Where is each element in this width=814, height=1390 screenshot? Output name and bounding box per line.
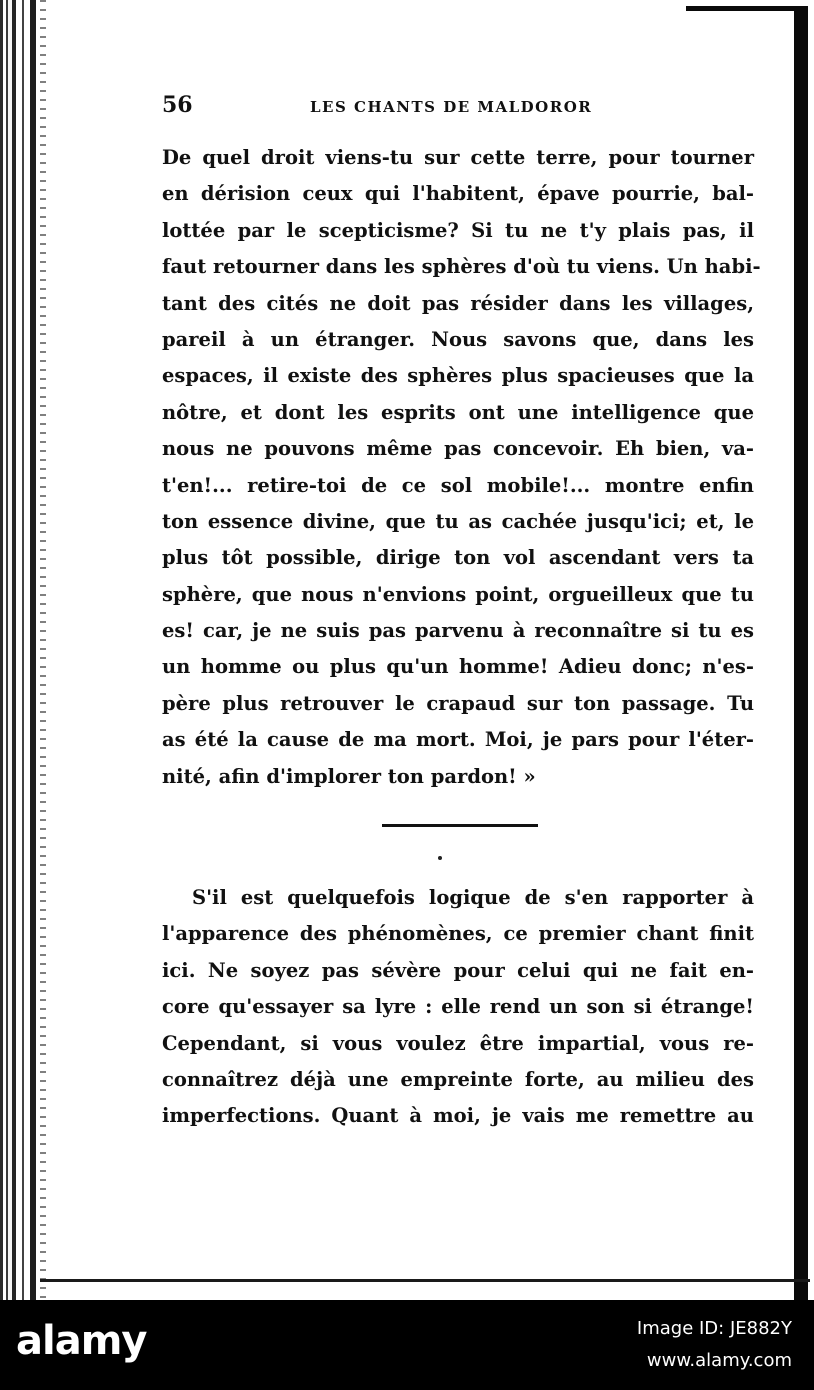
page-edge-top — [686, 6, 798, 11]
binding-gutter — [0, 0, 44, 1300]
site-url: www.alamy.com — [646, 1350, 792, 1371]
text-line: core qu'essayer sa lyre : elle rend un son si étrange! — [162, 995, 754, 1019]
binding-gutter-stitches — [40, 0, 46, 1300]
text-line: es! car, je ne suis pas parvenu à reconnaître si tu es — [162, 619, 754, 643]
text-line: pareil à un étranger. Nous savons que, dans les — [162, 327, 754, 351]
text-line: faut retourner dans les sphères d'où tu viens. Un habi- — [162, 255, 761, 279]
image-id-label: Image ID: JE882Y — [636, 1318, 792, 1339]
paragraph-1 — [162, 140, 761, 795]
text-line: S'il est quelquefois logique de s'en rapporter à — [192, 886, 754, 909]
text-line: nous ne pouvons même pas concevoir. Eh bien, va- — [162, 437, 754, 461]
page-number: 56 — [162, 92, 193, 118]
ornament-dot — [438, 856, 442, 860]
page-header — [162, 92, 756, 120]
text-line: as été la cause de ma mort. Moi, je pars pour l'éter- — [162, 728, 754, 752]
text-line: père plus retrouver le crapaud sur ton passage. Tu — [162, 691, 754, 715]
text-line: lottée par le scepticisme? Si tu ne t'y plais pas, il — [162, 218, 754, 242]
text-line: plus tôt possible, dirige ton vol ascendant vers ta — [162, 546, 754, 570]
brand-logo: alamy — [16, 1318, 147, 1364]
page-edge-bottom — [40, 1279, 810, 1282]
text-line: l'apparence des phénomènes, ce premier chant finit — [162, 922, 754, 946]
text-line: De quel droit viens-tu sur cette terre, pour tourner — [162, 146, 754, 169]
paragraph-2 — [162, 880, 754, 1135]
page-edge-right — [794, 6, 808, 1300]
text-line: connaîtrez déjà une empreinte forte, au milieu des — [162, 1067, 754, 1091]
text-line: ton essence divine, que tu as cachée jusqu'ici; et, le — [162, 509, 754, 533]
text-line: imperfections. Quant à moi, je vais me remettre au — [162, 1104, 754, 1128]
text-line: tant des cités ne doit pas résider dans les villages, — [162, 291, 754, 315]
section-divider — [382, 824, 538, 827]
text-line: nôtre, et dont les esprits ont une intelligence que — [162, 400, 754, 424]
text-line: espaces, il existe des sphères plus spacieuses que la — [162, 364, 754, 388]
running-head: LES CHANTS DE MALDOROR — [310, 98, 593, 116]
text-line: t'en!... retire-toi de ce sol mobile!... montre enfin — [162, 473, 754, 497]
text-line: Cependant, si vous voulez être impartial, vous re- — [162, 1031, 754, 1055]
text-line: ici. Ne soyez pas sévère pour celui qui ne fait en- — [162, 958, 754, 982]
text-line: nité, afin d'implorer ton pardon! » — [162, 764, 536, 788]
text-line: un homme ou plus qu'un homme! Adieu donc; n'es- — [162, 655, 754, 679]
text-line: en dérision ceux qui l'habitent, épave pourrie, bal- — [162, 182, 754, 206]
text-line: sphère, que nous n'envions point, orgueilleux que tu — [162, 582, 754, 606]
